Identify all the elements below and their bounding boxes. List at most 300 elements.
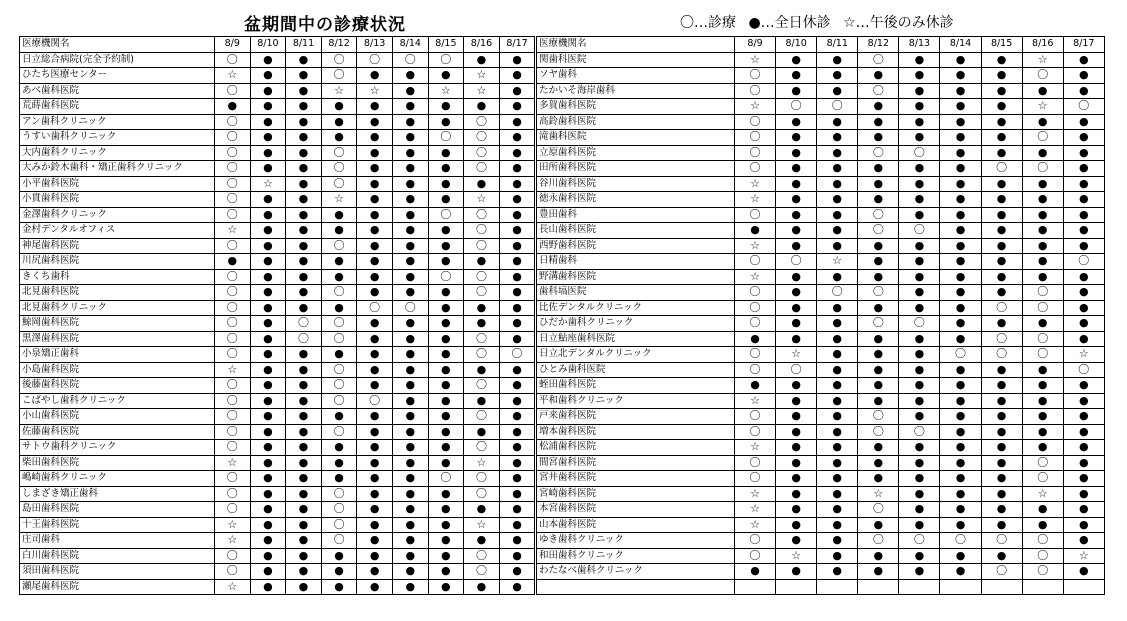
status-cell: ● <box>981 68 1022 84</box>
clinic-name: 北見歯科クリニック <box>20 300 215 316</box>
status-cell: ● <box>858 440 899 456</box>
status-cell: ● <box>981 316 1022 332</box>
status-cell: ● <box>321 409 357 425</box>
status-cell: ● <box>428 254 464 270</box>
status-cell: ● <box>464 579 500 595</box>
status-cell: ● <box>899 99 940 115</box>
table-row <box>20 269 535 285</box>
table-row <box>20 502 535 518</box>
status-cell: ● <box>499 192 535 208</box>
status-cell: ☆ <box>735 52 776 68</box>
status-cell: ● <box>1063 223 1104 239</box>
status-cell: ● <box>940 161 981 177</box>
status-cell: ● <box>776 502 817 518</box>
status-cell: ● <box>1063 471 1104 487</box>
status-cell: ☆ <box>428 83 464 99</box>
status-cell: ● <box>981 52 1022 68</box>
status-cell: ● <box>250 486 286 502</box>
status-cell: 〇 <box>464 440 500 456</box>
status-cell: ☆ <box>250 176 286 192</box>
status-cell: ● <box>776 378 817 394</box>
clinic-name: 大みか鈴木歯科・矯正歯科クリニック <box>20 161 215 177</box>
status-cell: ● <box>940 486 981 502</box>
status-cell: ● <box>499 579 535 595</box>
status-cell: 〇 <box>735 548 776 564</box>
status-cell: ● <box>1022 362 1063 378</box>
status-cell: ● <box>428 285 464 301</box>
status-cell: ● <box>776 52 817 68</box>
header-date: 8/9 <box>735 37 776 53</box>
status-cell: ● <box>858 192 899 208</box>
clinic-name: 長山歯科医院 <box>537 223 735 239</box>
status-cell: ☆ <box>464 68 500 84</box>
status-cell <box>940 579 981 595</box>
status-cell: ● <box>940 176 981 192</box>
status-cell: ● <box>858 393 899 409</box>
status-cell: ● <box>428 409 464 425</box>
status-cell: ● <box>817 238 858 254</box>
status-cell: ● <box>817 114 858 130</box>
status-cell: ● <box>981 517 1022 533</box>
status-cell: 〇 <box>735 254 776 270</box>
status-cell: 〇 <box>215 238 251 254</box>
status-cell: ● <box>499 145 535 161</box>
status-cell: ● <box>1063 130 1104 146</box>
status-cell: 〇 <box>1022 68 1063 84</box>
status-cell: 〇 <box>981 161 1022 177</box>
status-cell: ● <box>286 269 322 285</box>
status-cell: 〇 <box>499 347 535 363</box>
status-cell: 〇 <box>464 378 500 394</box>
status-cell: ● <box>817 331 858 347</box>
status-cell: ● <box>357 517 393 533</box>
status-cell: ● <box>250 300 286 316</box>
status-cell: ● <box>981 362 1022 378</box>
status-cell: ☆ <box>215 533 251 549</box>
status-cell: 〇 <box>464 409 500 425</box>
status-cell: ● <box>1063 145 1104 161</box>
table-row <box>20 114 535 130</box>
legend <box>680 12 962 32</box>
status-cell: ● <box>250 393 286 409</box>
status-cell: ● <box>981 471 1022 487</box>
status-cell: ● <box>899 161 940 177</box>
status-cell: ● <box>776 316 817 332</box>
status-cell: 〇 <box>215 548 251 564</box>
status-cell: ● <box>392 114 428 130</box>
status-cell: ☆ <box>735 502 776 518</box>
status-cell: ● <box>1063 440 1104 456</box>
status-cell: ● <box>1063 207 1104 223</box>
status-cell: ● <box>464 533 500 549</box>
status-cell: 〇 <box>321 68 357 84</box>
status-cell: ● <box>940 114 981 130</box>
status-cell: ● <box>392 424 428 440</box>
status-cell: ● <box>250 471 286 487</box>
clinic-name: 嶋崎歯科クリニック <box>20 471 215 487</box>
table-row <box>20 486 535 502</box>
status-cell: 〇 <box>1022 161 1063 177</box>
clinic-name: 戸来歯科医院 <box>537 409 735 425</box>
table-row <box>537 564 1105 580</box>
status-cell: 〇 <box>428 269 464 285</box>
status-cell: ● <box>1022 192 1063 208</box>
status-cell: ● <box>776 300 817 316</box>
status-cell: ● <box>899 83 940 99</box>
status-cell: 〇 <box>321 331 357 347</box>
clinic-name: 後藤歯科医院 <box>20 378 215 394</box>
status-cell: ● <box>817 192 858 208</box>
status-cell: ● <box>858 455 899 471</box>
status-cell: ● <box>392 548 428 564</box>
status-cell: ● <box>250 68 286 84</box>
status-cell: ● <box>1022 424 1063 440</box>
status-cell: ● <box>1063 533 1104 549</box>
status-cell: ● <box>499 161 535 177</box>
status-cell: ● <box>1063 161 1104 177</box>
status-cell: ● <box>858 517 899 533</box>
status-cell: 〇 <box>464 114 500 130</box>
clinic-name: 瀬尾歯科医院 <box>20 579 215 595</box>
status-cell: ● <box>899 176 940 192</box>
status-cell: ● <box>428 192 464 208</box>
clinic-name: あべ歯科医院 <box>20 83 215 99</box>
status-cell: ● <box>776 409 817 425</box>
status-cell: ● <box>817 362 858 378</box>
status-cell: 〇 <box>464 130 500 146</box>
status-cell: ● <box>1063 424 1104 440</box>
status-cell: ● <box>899 207 940 223</box>
status-cell: ● <box>250 548 286 564</box>
status-cell: ● <box>817 223 858 239</box>
clinic-name: 荒蒔歯科医院 <box>20 99 215 115</box>
status-cell: ☆ <box>735 99 776 115</box>
status-cell: ● <box>940 316 981 332</box>
table-row <box>537 486 1105 502</box>
status-cell: ● <box>357 331 393 347</box>
status-cell: ● <box>735 223 776 239</box>
status-cell: ● <box>392 68 428 84</box>
clinic-name: 須田歯科医院 <box>20 564 215 580</box>
status-cell: ● <box>940 548 981 564</box>
status-cell: ● <box>357 192 393 208</box>
status-cell: ● <box>286 176 322 192</box>
status-cell: ● <box>817 440 858 456</box>
status-cell: ● <box>428 176 464 192</box>
table-row <box>537 362 1105 378</box>
status-cell: ● <box>499 52 535 68</box>
status-cell: ● <box>286 393 322 409</box>
table-row <box>537 130 1105 146</box>
status-cell: ● <box>858 471 899 487</box>
status-cell: ● <box>776 440 817 456</box>
status-cell: ● <box>464 176 500 192</box>
clinic-name: 金村デンタルオフィス <box>20 223 215 239</box>
status-cell: ● <box>899 300 940 316</box>
status-cell: ● <box>981 409 1022 425</box>
status-cell: ● <box>858 68 899 84</box>
status-cell: 〇 <box>735 130 776 146</box>
status-cell: ● <box>1022 223 1063 239</box>
status-cell: 〇 <box>215 300 251 316</box>
status-cell: ● <box>817 176 858 192</box>
status-cell: ● <box>817 486 858 502</box>
table-row <box>537 424 1105 440</box>
header-date: 8/9 <box>215 37 251 53</box>
status-cell: ☆ <box>464 192 500 208</box>
clinic-name: 豊田歯科 <box>537 207 735 223</box>
table-row <box>537 52 1105 68</box>
status-cell: ● <box>286 300 322 316</box>
status-cell: 〇 <box>981 331 1022 347</box>
status-cell: 〇 <box>215 409 251 425</box>
status-cell: ● <box>286 455 322 471</box>
table-row <box>20 145 535 161</box>
status-cell: ● <box>392 409 428 425</box>
status-cell: ● <box>321 440 357 456</box>
status-cell: ● <box>776 331 817 347</box>
header-date: 8/17 <box>1063 37 1104 53</box>
status-cell: ● <box>499 223 535 239</box>
status-cell: ● <box>250 161 286 177</box>
status-cell: ● <box>286 68 322 84</box>
status-cell: 〇 <box>1022 300 1063 316</box>
status-cell: ● <box>464 393 500 409</box>
status-cell: 〇 <box>464 145 500 161</box>
status-cell: ● <box>858 548 899 564</box>
status-cell: ● <box>499 455 535 471</box>
status-cell: ● <box>321 269 357 285</box>
status-cell: ● <box>817 269 858 285</box>
status-cell: ☆ <box>735 486 776 502</box>
status-cell: ● <box>250 409 286 425</box>
status-cell: ● <box>817 68 858 84</box>
status-cell: ● <box>776 192 817 208</box>
status-cell: 〇 <box>215 83 251 99</box>
status-cell: ● <box>858 161 899 177</box>
table-row <box>20 238 535 254</box>
clinic-name: 北見歯科医院 <box>20 285 215 301</box>
clinic-name: 本宮歯科医院 <box>537 502 735 518</box>
status-cell: ☆ <box>357 83 393 99</box>
status-cell: ● <box>776 83 817 99</box>
status-cell: ● <box>392 533 428 549</box>
status-cell <box>1022 579 1063 595</box>
status-cell: ● <box>981 378 1022 394</box>
table-row <box>537 331 1105 347</box>
status-cell: 〇 <box>981 347 1022 363</box>
status-cell: ● <box>464 424 500 440</box>
status-cell: ☆ <box>464 83 500 99</box>
clinic-name: 田所歯科医院 <box>537 161 735 177</box>
status-cell: ● <box>899 68 940 84</box>
status-cell: ☆ <box>464 517 500 533</box>
status-cell: ● <box>499 502 535 518</box>
status-cell: ● <box>428 145 464 161</box>
status-cell: ● <box>817 517 858 533</box>
status-cell: ● <box>392 347 428 363</box>
table-row <box>20 52 535 68</box>
status-cell: ● <box>817 424 858 440</box>
status-cell: ● <box>286 440 322 456</box>
clinic-name: 立原歯科医院 <box>537 145 735 161</box>
status-cell: ● <box>899 347 940 363</box>
status-cell: ● <box>250 83 286 99</box>
status-cell: ● <box>357 347 393 363</box>
status-cell: ● <box>1063 176 1104 192</box>
status-cell: ● <box>286 114 322 130</box>
clinic-name: 比佐デンタルクリニック <box>537 300 735 316</box>
status-cell: ● <box>428 533 464 549</box>
status-cell: ● <box>321 564 357 580</box>
table-row <box>537 207 1105 223</box>
status-cell: ● <box>499 269 535 285</box>
status-cell: ● <box>981 548 1022 564</box>
table-row <box>20 362 535 378</box>
status-cell: 〇 <box>858 424 899 440</box>
header-date: 8/16 <box>464 37 500 53</box>
header-date: 8/12 <box>858 37 899 53</box>
status-cell: 〇 <box>940 347 981 363</box>
header-name: 医療機関名 <box>20 37 215 53</box>
table-row <box>20 393 535 409</box>
status-cell: ● <box>250 440 286 456</box>
status-cell: ● <box>392 285 428 301</box>
clinic-name: しまざき矯正歯科 <box>20 486 215 502</box>
status-cell: ● <box>817 130 858 146</box>
status-cell: ☆ <box>858 486 899 502</box>
status-cell: ● <box>940 269 981 285</box>
clinic-name: 松浦歯科医院 <box>537 440 735 456</box>
clinic-name: 鯨岡歯科医院 <box>20 316 215 332</box>
status-cell: ● <box>858 347 899 363</box>
table-row <box>20 409 535 425</box>
status-cell: 〇 <box>215 378 251 394</box>
status-cell: ● <box>499 440 535 456</box>
status-cell: 〇 <box>428 52 464 68</box>
status-cell: 〇 <box>215 52 251 68</box>
header-date: 8/15 <box>428 37 464 53</box>
status-cell: ● <box>499 83 535 99</box>
status-cell: 〇 <box>215 471 251 487</box>
status-cell: 〇 <box>1022 285 1063 301</box>
status-cell: 〇 <box>981 564 1022 580</box>
status-cell: ● <box>1022 378 1063 394</box>
status-cell: ● <box>357 424 393 440</box>
status-cell: ● <box>286 347 322 363</box>
status-cell: ● <box>250 424 286 440</box>
status-cell: 〇 <box>899 223 940 239</box>
table-row <box>537 176 1105 192</box>
table-row <box>537 238 1105 254</box>
status-cell: ● <box>250 285 286 301</box>
status-cell: ● <box>817 533 858 549</box>
schedule-table-right <box>536 36 1105 595</box>
status-cell: ● <box>357 99 393 115</box>
status-cell: ● <box>321 579 357 595</box>
status-cell: ● <box>428 362 464 378</box>
status-cell: ● <box>392 83 428 99</box>
status-cell: ● <box>858 331 899 347</box>
status-cell: ● <box>499 409 535 425</box>
clinic-name: ゆき歯科クリニック <box>537 533 735 549</box>
status-cell: ● <box>357 68 393 84</box>
status-cell: ● <box>817 548 858 564</box>
status-cell: ● <box>981 99 1022 115</box>
schedule-table-left <box>19 36 535 595</box>
status-cell: ● <box>940 145 981 161</box>
status-cell: ☆ <box>321 192 357 208</box>
status-cell: 〇 <box>1022 471 1063 487</box>
status-cell: ● <box>392 130 428 146</box>
status-cell: ● <box>940 285 981 301</box>
status-cell: ● <box>286 99 322 115</box>
clinic-name: 高鈴歯科医院 <box>537 114 735 130</box>
status-cell: ● <box>776 424 817 440</box>
status-cell <box>981 579 1022 595</box>
table-row <box>20 564 535 580</box>
table-row <box>20 331 535 347</box>
status-cell: ● <box>899 269 940 285</box>
status-cell: ● <box>286 533 322 549</box>
status-cell: 〇 <box>735 161 776 177</box>
status-cell <box>735 579 776 595</box>
status-cell: 〇 <box>735 300 776 316</box>
table-row <box>20 378 535 394</box>
table-row <box>20 471 535 487</box>
status-cell: ● <box>981 455 1022 471</box>
status-cell: 〇 <box>858 502 899 518</box>
status-cell: ● <box>250 533 286 549</box>
status-cell: ● <box>286 579 322 595</box>
status-cell: ● <box>250 192 286 208</box>
status-cell: ☆ <box>464 455 500 471</box>
clinic-name: 島田歯科医院 <box>20 502 215 518</box>
status-cell: ● <box>499 486 535 502</box>
status-cell: ● <box>392 145 428 161</box>
status-cell: ● <box>357 316 393 332</box>
status-cell: 〇 <box>1022 548 1063 564</box>
status-cell: ● <box>1063 409 1104 425</box>
status-cell: ● <box>499 300 535 316</box>
status-cell: 〇 <box>215 347 251 363</box>
clinic-name: 日立鮎座歯科医院 <box>537 331 735 347</box>
status-cell <box>858 579 899 595</box>
table-row <box>537 533 1105 549</box>
status-cell: ● <box>981 254 1022 270</box>
status-cell: ● <box>357 269 393 285</box>
table-row <box>537 455 1105 471</box>
status-cell: ☆ <box>735 440 776 456</box>
header-date: 8/13 <box>899 37 940 53</box>
clinic-name: きくち歯科 <box>20 269 215 285</box>
status-cell: 〇 <box>858 207 899 223</box>
table-row <box>537 145 1105 161</box>
status-cell: ● <box>250 99 286 115</box>
status-cell: ● <box>817 347 858 363</box>
status-cell: 〇 <box>321 486 357 502</box>
status-cell: ● <box>499 285 535 301</box>
status-cell: 〇 <box>735 145 776 161</box>
status-cell: ● <box>357 564 393 580</box>
status-cell: ● <box>899 393 940 409</box>
status-cell: ● <box>1022 393 1063 409</box>
status-cell: ● <box>428 455 464 471</box>
status-cell: ● <box>1063 316 1104 332</box>
clinic-name: 小平歯科医院 <box>20 176 215 192</box>
status-cell: ☆ <box>735 192 776 208</box>
status-cell: 〇 <box>464 564 500 580</box>
